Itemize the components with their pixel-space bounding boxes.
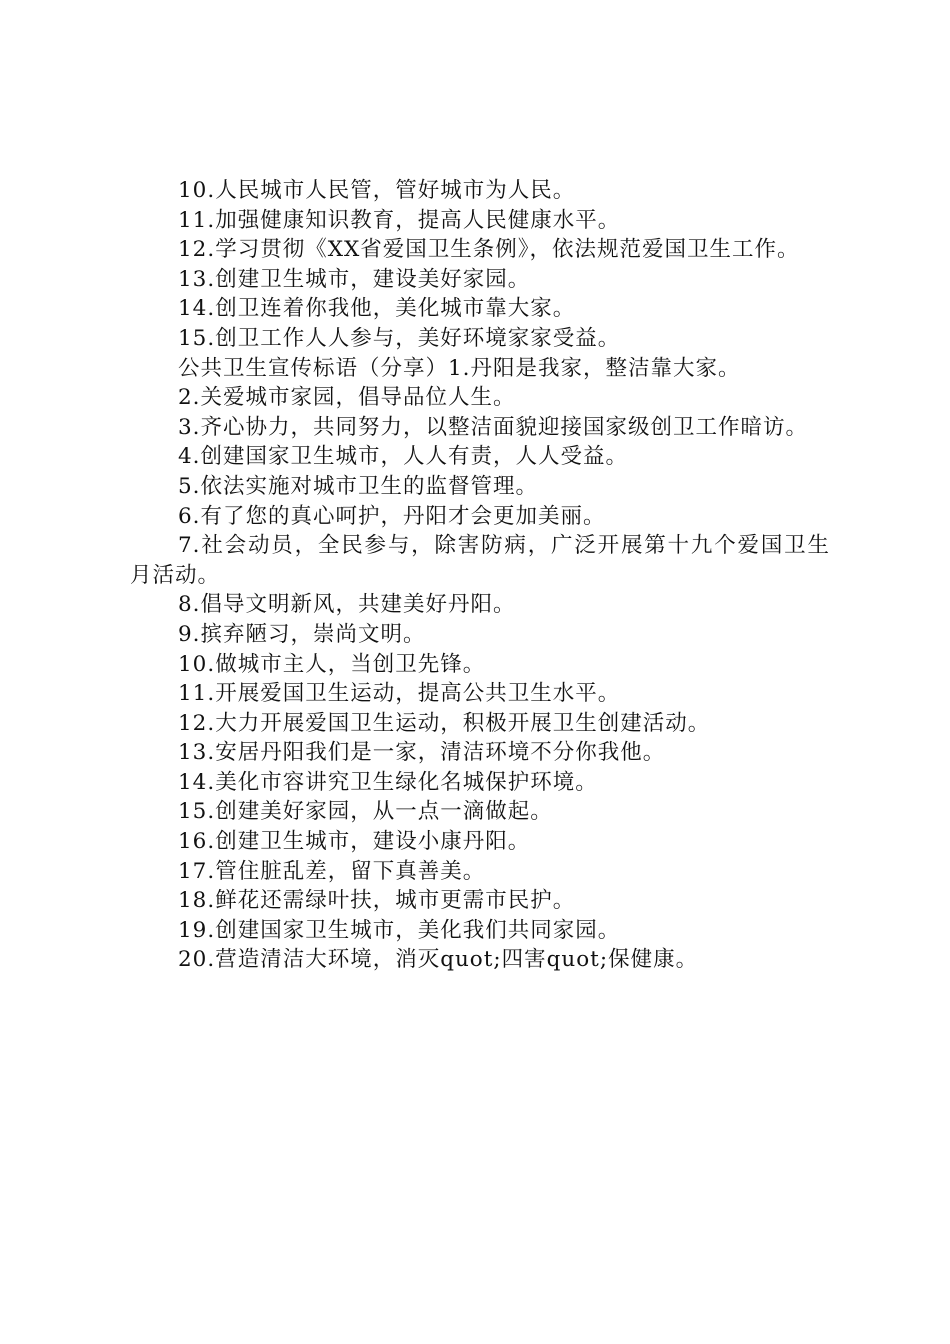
slogan-line: 2.关爱城市家园，倡导品位人生。 [178, 385, 516, 411]
slogan-line: 11.开展爱国卫生运动，提高公共卫生水平。 [178, 681, 621, 707]
slogan-line: 11.加强健康知识教育，提高人民健康水平。 [178, 207, 621, 233]
slogan-line: 10.人民城市人民管，管好城市为人民。 [178, 178, 576, 203]
section-heading-line: 公共卫生宣传标语（分享）1.丹阳是我家，整洁靠大家。 [178, 355, 741, 381]
slogan-line: 16.创建卫生城市，建设小康丹阳。 [178, 829, 531, 855]
document-body [130, 176, 830, 975]
slogan-line: 19.创建国家卫生城市，美化我们共同家园。 [178, 917, 621, 943]
slogan-line: 3.齐心协力，共同努力，以整洁面貌迎接国家级创卫工作暗访。 [178, 414, 809, 440]
slogan-line: 8.倡导文明新风，共建美好丹阳。 [178, 592, 516, 618]
slogan-line: 5.依法实施对城市卫生的监督管理。 [178, 473, 539, 499]
slogan-line: 15.创建美好家园，从一点一滴做起。 [178, 799, 553, 825]
slogan-line: 12.大力开展爱国卫生运动，积极开展卫生创建活动。 [178, 710, 711, 736]
slogan-line: 18.鲜花还需绿叶扶，城市更需市民护。 [178, 888, 576, 914]
slogan-line: 7.社会动员，全民参与，除害防病，广泛开展第十九个爱国卫生月活动。 [130, 533, 830, 588]
slogan-line: 14.创卫连着你我他，美化城市靠大家。 [178, 296, 576, 322]
slogan-line: 20.营造清洁大环境，消灭quot;四害quot;保健康。 [178, 947, 699, 973]
slogan-line: 4.创建国家卫生城市，人人有责，人人受益。 [178, 444, 629, 470]
slogan-line: 9.摈弃陋习，崇尚文明。 [178, 621, 426, 647]
slogan-line: 12.学习贯彻《XX省爱国卫生条例》，依法规范爱国卫生工作。 [178, 237, 800, 263]
slogan-line: 17.管住脏乱差，留下真善美。 [178, 858, 486, 884]
slogan-line: 15.创卫工作人人参与，美好环境家家受益。 [178, 325, 621, 351]
slogan-line: 13.创建卫生城市，建设美好家园。 [178, 266, 531, 292]
slogan-line: 14.美化市容讲究卫生绿化名城保护环境。 [178, 769, 598, 795]
slogan-line: 10.做城市主人，当创卫先锋。 [178, 651, 486, 677]
slogan-line: 6.有了您的真心呵护，丹阳才会更加美丽。 [178, 503, 606, 529]
slogan-line: 13.安居丹阳我们是一家，清洁环境不分你我他。 [178, 740, 666, 766]
